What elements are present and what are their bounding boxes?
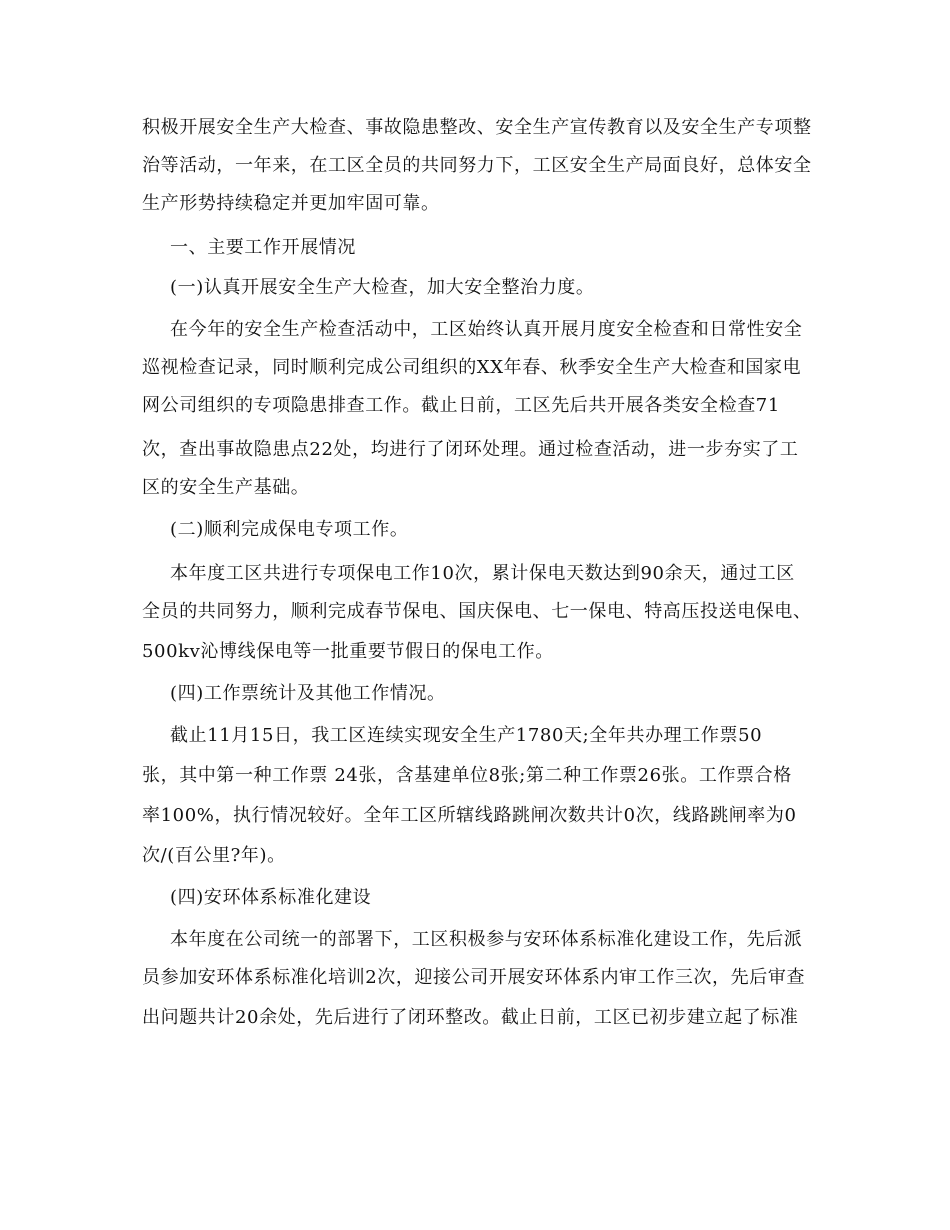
body-text-line: 巡视检查记录，同时顺利完成公司组织的XX年春、秋季安全生产大检查和国家电 [142, 357, 802, 378]
body-text-line: 500kv沁博线保电等一批重要节假日的保电工作。 [142, 641, 554, 662]
body-text-line: 全员的共同努力，顺利完成春节保电、国庆保电、七一保电、特高压投送电保电、 [142, 601, 812, 622]
body-text-line: 区的安全生产基础。 [142, 477, 310, 498]
body-text-line: 在今年的安全生产检查活动中，工区始终认真开展月度安全检查和日常性安全 [170, 319, 803, 340]
body-text-line: 积极开展安全生产大检查、事故隐患整改、安全生产宣传教育以及安全生产专项整 [142, 117, 812, 138]
body-text-line: 本年度工区共进行专项保电工作10次，累计保电天数达到90余天，通过工区 [170, 563, 795, 584]
body-text-line: 员参加安环体系标准化培训2次，迎接公司开展安环体系内审工作三次，先后审查 [142, 967, 806, 988]
body-text-line: 次，查出事故隐患点22处，均进行了闭环处理。通过检查活动，进一步夯实了工 [142, 439, 799, 460]
section-heading: 一、主要工作开展情况 [170, 237, 356, 258]
body-text-line: 出问题共计20余处，先后进行了闭环整改。截止日前，工区已初步建立起了标准 [142, 1007, 799, 1028]
body-text-line: 治等活动，一年来，在工区全员的共同努力下，工区安全生产局面良好，总体安全 [142, 155, 812, 176]
body-text-line: 截止11月15日，我工区连续实现安全生产1780天;全年共办理工作票50 [170, 725, 763, 746]
subsection-heading: (一)认真开展安全生产大检查，加大安全整治力度。 [170, 277, 595, 298]
body-text-line: 网公司组织的专项隐患排查工作。截止日前，工区先后共开展各类安全检查71 [142, 395, 780, 416]
body-text-line: 次/(百公里?年)。 [142, 845, 286, 866]
body-text-line: 本年度在公司统一的部署下，工区积极参与安环体系标准化建设工作，先后派 [170, 929, 803, 950]
subsection-heading: (四)安环体系标准化建设 [170, 887, 372, 908]
body-text-line: 生产形势持续稳定并更加牢固可靠。 [142, 193, 440, 214]
body-text-line: 张，其中第一种工作票 24张，含基建单位8张;第二种工作票26张。工作票合格 [142, 765, 792, 786]
subsection-heading: (二)顺利完成保电专项工作。 [170, 519, 409, 540]
subsection-heading: (四)工作票统计及其他工作情况。 [170, 683, 446, 704]
body-text-line: 率100%，执行情况较好。全年工区所辖线路跳闸次数共计0次，线路跳闸率为0 [142, 805, 797, 826]
